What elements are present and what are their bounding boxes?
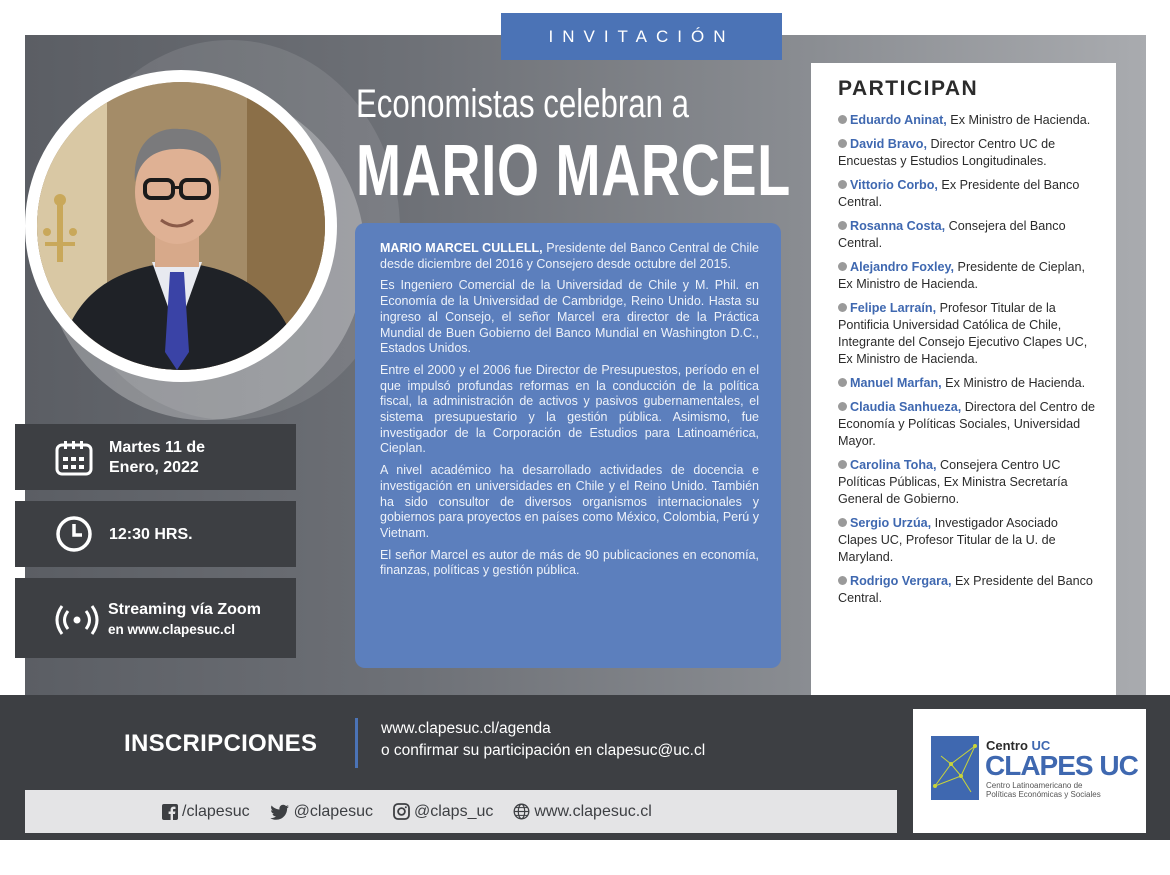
website-link[interactable]: www.clapesuc.cl: [513, 803, 651, 821]
participant-name: Felipe Larraín,: [850, 301, 937, 315]
bio-paragraph: Entre el 2000 y el 2006 fue Director de Presupuestos, período en el que impulsó profundas reformas en la conducción de la política fiscal, la administración de activos y pasivos gubernamentales, el sistema presupuestario y la gestión pública. Asimismo, fue investigador de la Corporación de Estudios para Latinoamérica, Cieplan.: [380, 362, 759, 456]
streaming-title: Streaming vía Zoom: [108, 601, 261, 618]
logo-subtitle: Centro Latinoamericano de Políticas Económicas y Sociales: [986, 781, 1101, 799]
headline-subtitle: Economistas celebran a: [356, 82, 689, 126]
speaker-portrait-illustration: [37, 82, 325, 370]
divider: [355, 718, 358, 768]
bullet-icon: [838, 402, 847, 411]
bio-box: [355, 223, 781, 668]
twitter-icon: [270, 804, 290, 820]
participant-role: Ex Ministro de Hacienda.: [946, 113, 1091, 127]
bullet-icon: [838, 460, 847, 469]
clock-icon: [55, 515, 93, 553]
instagram-icon: [393, 803, 410, 820]
participant-name: Rodrigo Vergara,: [850, 574, 952, 588]
twitter-link[interactable]: @clapesuc: [270, 803, 373, 821]
date-box: [15, 424, 296, 490]
headline-title: MARIO MARCEL: [356, 131, 791, 211]
bio-paragraph: Es Ingeniero Comercial de la Universidad de Chile y M. Phil. en Economía de la Universidad de Cambridge, Reino Unido. Hasta su ingreso al Consejo, el señor Marcel era director de la Práctica Mundial de Buen Gobierno del Banco Mundial en Washington D.C., Estados Unidos.: [380, 278, 759, 356]
bullet-icon: [838, 139, 847, 148]
event-time: 12:30 HRS.: [109, 526, 193, 543]
participant-role: Consejera Centro UC Políticas Públicas, Ex Ministra Secretaría General de Gobierno.: [838, 458, 1068, 506]
bullet-icon: [838, 115, 847, 124]
participant-name: Vittorio Corbo,: [850, 178, 938, 192]
participant-item: [838, 399, 1100, 450]
participants-list: [838, 112, 1100, 607]
bullet-icon: [838, 180, 847, 189]
event-date-line1: Martes 11 de: [109, 439, 206, 456]
bullet-icon: [838, 303, 847, 312]
participant-role: Investigador Asociado Clapes UC, Profesor Titular de la U. de Maryland.: [838, 516, 1058, 564]
participant-role: Profesor Titular de la Pontificia Universidad Católica de Chile, Integrante del Consejo Ejecutivo Clapes UC, Ex Ministro de Hacienda.: [838, 301, 1088, 366]
participant-name: Eduardo Aninat,: [850, 113, 947, 127]
registration-link[interactable]: www.clapesuc.cl/agenda: [381, 720, 551, 737]
participant-role: Ex Presidente del Banco Central.: [838, 574, 1093, 605]
participant-role: Ex Ministro de Hacienda.: [941, 376, 1086, 390]
globe-icon: [513, 803, 530, 820]
participant-name: David Bravo,: [850, 137, 927, 151]
streaming-box: [15, 578, 296, 658]
participant-item: [838, 112, 1100, 129]
participant-role: Presidente de Cieplan, Ex Ministro de Hacienda.: [838, 260, 1085, 291]
bullet-icon: [838, 576, 847, 585]
participant-name: Sergio Urzúa,: [850, 516, 932, 530]
bullet-icon: [838, 221, 847, 230]
participant-item: [838, 177, 1100, 211]
participant-name: Manuel Marfan,: [850, 376, 942, 390]
participant-role: Director Centro UC de Encuestas y Estudios Longitudinales.: [838, 137, 1056, 168]
instagram-link[interactable]: @claps_uc: [393, 803, 493, 821]
bullet-icon: [838, 518, 847, 527]
broadcast-icon: [53, 604, 101, 636]
participant-role: Consejera del Banco Central.: [838, 219, 1066, 250]
registration-email[interactable]: o confirmar su participación en clapesuc@uc.cl: [381, 742, 706, 759]
participant-item: [838, 573, 1100, 607]
participant-item: [838, 457, 1100, 508]
facebook-icon: [162, 804, 178, 820]
invitation-tab: INVITACIÓN: [501, 13, 782, 60]
facebook-link[interactable]: /clapesuc: [162, 803, 250, 821]
participants-panel: [811, 63, 1116, 695]
bio-paragraph: A nivel académico ha desarrollado actividades de docencia e investigación en universidades en Chile y el Reino Unido. También ha sido consultor de diversos organismos internacionales y gobiernos para proyectos en países como México, Colombia, Perú y Vietnam.: [380, 463, 759, 540]
participant-item: [838, 375, 1100, 392]
participant-name: Carolina Toha,: [850, 458, 937, 472]
bio-paragraph: MARIO MARCEL CULLELL, Presidente del Banco Central de Chile desde diciembre del 2016 y Consejero desde octubre del 2015.: [380, 241, 759, 271]
clapes-logo-mark: [931, 736, 979, 800]
speaker-photo: [37, 82, 325, 370]
participant-item: [838, 259, 1100, 293]
participant-item: [838, 136, 1100, 170]
logo-centro: Centro UC: [986, 738, 1051, 753]
bullet-icon: [838, 262, 847, 271]
bullet-icon: [838, 378, 847, 387]
participant-item: [838, 515, 1100, 566]
participant-item: [838, 218, 1100, 252]
participant-role: Ex Presidente del Banco Central.: [838, 178, 1080, 209]
clapes-logo: [913, 709, 1146, 833]
participants-title: PARTICIPAN: [838, 77, 979, 100]
time-box: [15, 501, 296, 567]
bio-name: MARIO MARCEL CULLELL,: [380, 241, 543, 255]
participant-role: Directora del Centro de Economía y Políticas Sociales, Universidad Mayor.: [838, 400, 1095, 448]
registration-label: INSCRIPCIONES: [124, 730, 318, 757]
participant-item: [838, 300, 1100, 368]
participant-name: Claudia Sanhueza,: [850, 400, 962, 414]
event-date-line2: Enero, 2022: [109, 459, 199, 476]
participant-name: Rosanna Costa,: [850, 219, 946, 233]
logo-name: CLAPES UC: [985, 750, 1138, 781]
social-links: [25, 790, 897, 833]
participant-name: Alejandro Foxley,: [850, 260, 955, 274]
streaming-link[interactable]: en www.clapesuc.cl: [108, 622, 236, 637]
bio-paragraph: El señor Marcel es autor de más de 90 publicaciones en economía, finanzas, políticas y gestión pública.: [380, 547, 759, 578]
calendar-icon: [55, 440, 93, 476]
